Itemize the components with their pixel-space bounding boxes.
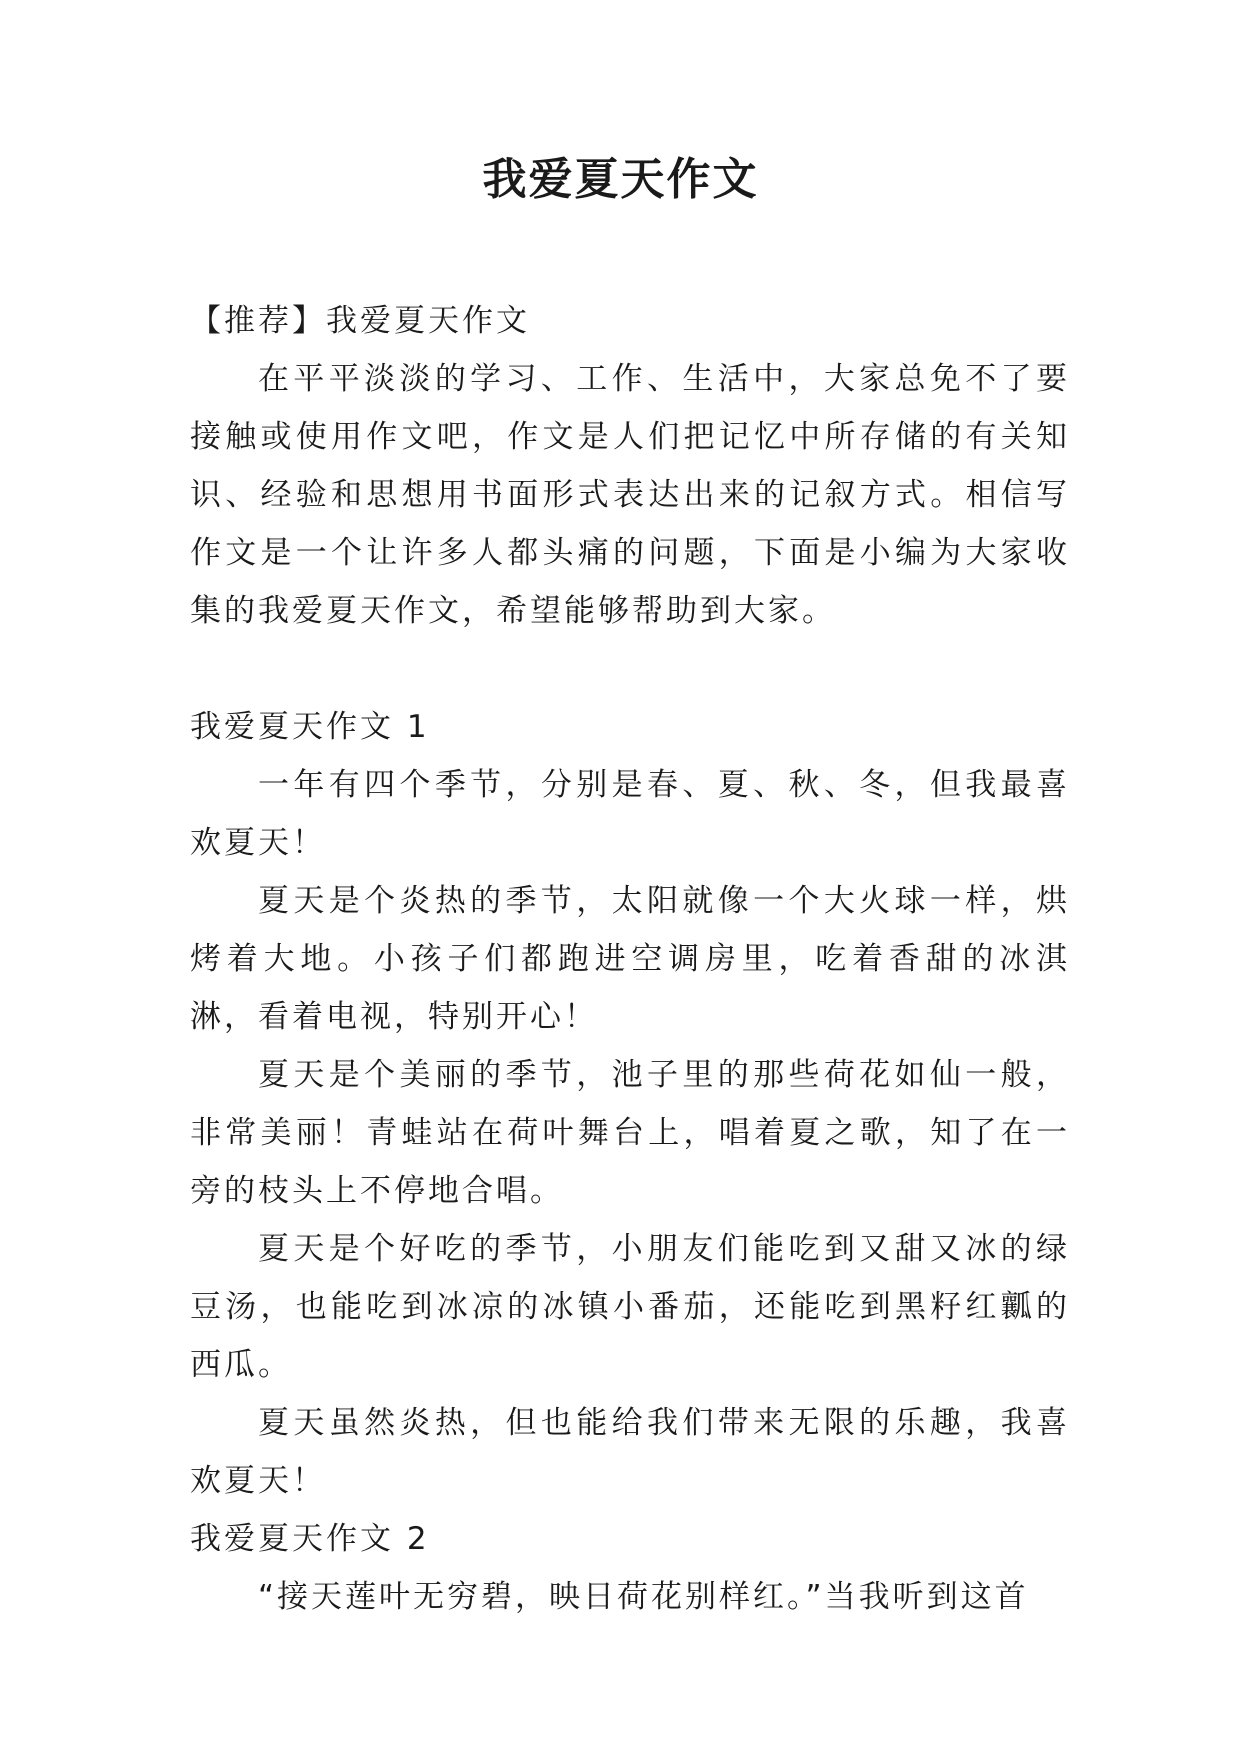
essay-2-paragraph: “接天莲叶无穷碧，映日荷花别样红。”当我听到这首 (258, 1579, 1029, 1615)
essay-1-paragraph: 一年有四个季节，分别是春、夏、秋、冬，但我最喜欢夏天！ (190, 767, 1070, 861)
recommend-line: 【推荐】我爱夏天作文 (190, 303, 530, 339)
essay-1-paragraph: 夏天是个炎热的季节，太阳就像一个大火球一样，烘烤着大地。小孩子们都跑进空调房里，吃着香甜的冰淇淋，看着电视，特别开心！ (190, 883, 1070, 1035)
essay-2-heading: 我爱夏天作文 2 (190, 1521, 430, 1557)
section-gap (190, 640, 1070, 698)
essay-1-paragraph: 夏天是个美丽的季节，池子里的那些荷花如仙一般，非常美丽！青蛙站在荷叶舞台上，唱着夏之歌，知了在一旁的枝头上不停地合唱。 (190, 1057, 1070, 1209)
document-body (190, 292, 1070, 1626)
essay-1-paragraph: 夏天虽然炎热，但也能给我们带来无限的乐趣，我喜欢夏天！ (190, 1405, 1070, 1499)
intro-paragraph: 在平平淡淡的学习、工作、生活中，大家总免不了要接触或使用作文吧，作文是人们把记忆中所存储的有关知识、经验和思想用书面形式表达出来的记叙方式。相信写作文是一个让许多人都头痛的问题，下面是小编为大家收集的我爱夏天作文，希望能够帮助到大家。 (190, 361, 1070, 629)
essay-1-heading: 我爱夏天作文 1 (190, 709, 430, 745)
essay-1-paragraph: 夏天是个好吃的季节，小朋友们能吃到又甜又冰的绿豆汤，也能吃到冰凉的冰镇小番茄，还能吃到黑籽红瓤的西瓜。 (190, 1231, 1070, 1383)
document-title: 我爱夏天作文 (482, 154, 759, 205)
